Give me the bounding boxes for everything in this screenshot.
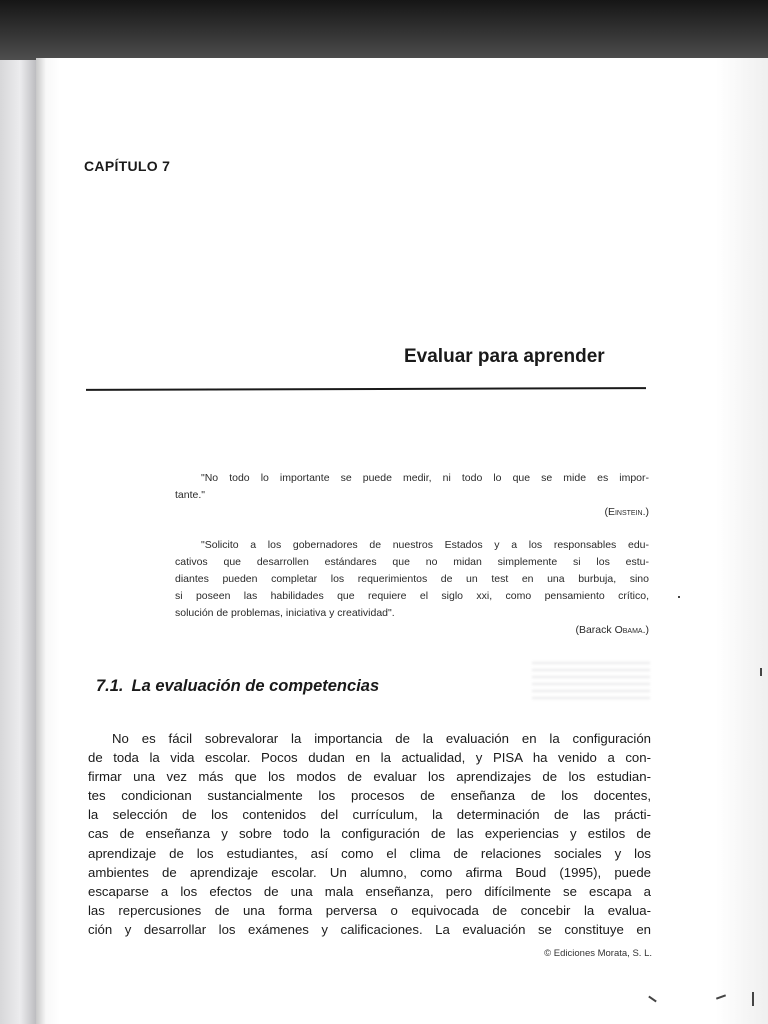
epigraph-obama xyxy=(175,537,649,639)
section-heading xyxy=(96,677,379,696)
epigraph-author: (Barack Obama.) xyxy=(575,624,649,636)
show-through-text xyxy=(532,662,650,702)
epigraph-line: "No todo lo importante se puede medir, ni todo lo que se mide es impor- xyxy=(201,472,649,484)
body-line: firmar una vez más que los modos de evaluar los aprendizajes de los estudian- xyxy=(88,769,651,785)
body-line: escaparse a los efectos de una mala enseñanza, pero difícilmente se escapa a xyxy=(88,883,651,899)
epigraph-line: "Solicito a los gobernadores de nuestros Estados y a los responsables edu- xyxy=(201,539,649,551)
epigraph-einstein xyxy=(175,470,649,521)
body-line: tes condicionan sustancialmente los procesos de enseñanza de los docentes, xyxy=(88,788,651,804)
scan-speck xyxy=(760,668,762,676)
epigraph-line: si poseen las habilidades que requiere el siglo xxi, como pensamiento crítico, xyxy=(175,590,649,602)
scan-speck xyxy=(678,596,680,598)
epigraph-line: diantes pueden completar los requerimientos de un test en una burbuja, sino xyxy=(175,573,649,585)
section-title: La evaluación de competencias xyxy=(131,677,380,695)
body-line: No es fácil sobrevalorar la importancia de la evaluación en la configuración xyxy=(112,731,651,746)
epigraph-line: tante." xyxy=(175,489,205,501)
body-line: ambientes de aprendizaje escolar. Un alumno, como afirma Boud (1995), puede xyxy=(88,864,651,880)
scan-speck xyxy=(752,992,754,1006)
copyright-footer: © Ediciones Morata, S. L. xyxy=(544,948,652,959)
body-line: las repercusiones de una forma perversa o equivocada de concebir la evalua- xyxy=(88,902,651,918)
section-number: 7.1. xyxy=(96,677,124,695)
body-paragraph xyxy=(88,729,651,939)
body-line: de toda la vida escolar. Pocos dudan en la actualidad, y PISA ha venido a con- xyxy=(88,750,651,766)
body-line: la selección de los contenidos del currículum, la determinación de las prácti- xyxy=(88,807,651,823)
page-gutter-shadow xyxy=(36,58,46,1024)
body-line: cas de enseñanza y sobre todo la configuración de las experiencias y estilos de xyxy=(88,826,651,842)
body-line: ción y desarrollar los exámenes y calificaciones. La evaluación se constituye en xyxy=(88,921,651,937)
body-line: aprendizaje de los estudiantes, así como el clima de relaciones sociales y los xyxy=(88,845,651,861)
epigraph-line: cativos que desarrollen estándares que no midan simplemente si los estu- xyxy=(175,556,649,568)
epigraph-line: solución de problemas, iniciativa y creatividad". xyxy=(175,607,395,619)
chapter-label: CAPÍTULO 7 xyxy=(84,158,171,174)
epigraph-author: (Einstein.) xyxy=(604,506,649,518)
chapter-title: Evaluar para aprender xyxy=(404,346,605,367)
